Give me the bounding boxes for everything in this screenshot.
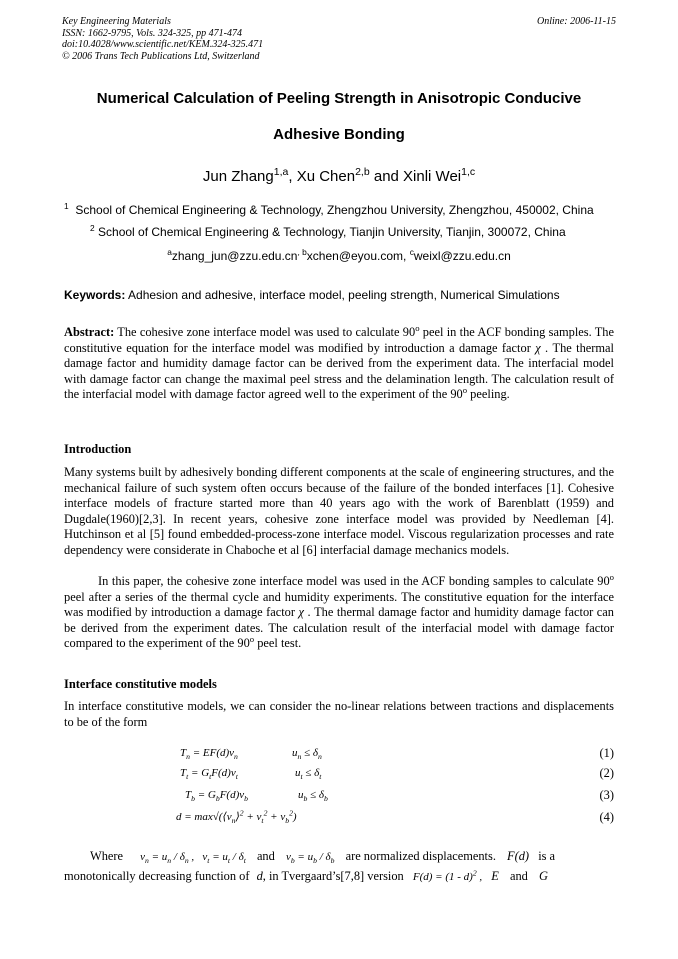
author-list bbox=[64, 168, 614, 185]
doi-line: doi:10.4028/www.scientific.net/KEM.324-325.471 bbox=[62, 39, 264, 50]
online-date: Online: 2006-11-15 bbox=[537, 16, 616, 27]
equation-1-number: (1) bbox=[599, 746, 614, 760]
where-text: and bbox=[509, 869, 528, 883]
where-text: Where bbox=[90, 849, 124, 863]
equation-4: $d = \max√(⟨v_n⟩^2 + v_t^2 + v_b^2)$ bbox=[176, 808, 297, 826]
abstract bbox=[64, 322, 615, 403]
email-sup: a bbox=[167, 247, 172, 257]
author-name: Jun Zhang bbox=[202, 168, 274, 185]
inline-math: G bbox=[538, 869, 548, 883]
inline-math: $v_n = u_n / \delta_n$ , $v_t = u_t / \delta_t$ bbox=[140, 851, 246, 866]
abstract-label: Abstract: bbox=[64, 325, 115, 339]
equation-2-number: (2) bbox=[599, 766, 614, 780]
journal-name: Key Engineering Materials bbox=[62, 16, 171, 27]
degree-sup: o bbox=[462, 385, 468, 396]
keywords-label: Keywords: bbox=[64, 288, 126, 302]
equation-3-number: (3) bbox=[599, 788, 614, 802]
affiliation-number: 2 bbox=[90, 223, 95, 233]
where-text: monotonically decreasing function of bbox=[64, 869, 250, 883]
paragraph-text: In this paper, the cohesive zone interface model was used in the ACF bonding samples to calculate 90 bbox=[98, 574, 610, 588]
equation-2-lhs: $T_t = G_tF(d)v_t$ bbox=[180, 767, 238, 782]
abstract-text: The cohesive zone interface model was used to calculate 90 bbox=[114, 325, 416, 339]
where-line-2 bbox=[64, 869, 548, 884]
section-heading-introduction: Introduction bbox=[64, 442, 132, 456]
email-line bbox=[64, 249, 614, 263]
affiliation-1 bbox=[64, 203, 624, 217]
equation-3-lhs: $T_b = G_bF(d)v_b$ bbox=[185, 789, 248, 804]
abstract-text: peeling. bbox=[467, 387, 510, 402]
email-link[interactable]: weixl@zzu.edu.cn bbox=[413, 249, 511, 263]
where-text: and bbox=[256, 849, 275, 863]
author-sup: 2,b bbox=[355, 166, 370, 178]
introduction-paragraph-2 bbox=[64, 571, 614, 652]
paper-title-line2: Adhesive Bonding bbox=[273, 126, 405, 143]
issn-line: ISSN: 1662-9795, Vols. 324-325, pp 471-474 bbox=[62, 27, 242, 39]
copyright-line: © 2006 Trans Tech Publications Ltd, Switzerland bbox=[62, 50, 260, 62]
abstract-text: peel in the ACF bonding samples. The constitutive equation for the interface model was modified by introduction a damage factor bbox=[64, 325, 615, 355]
abstract-text: . The thermal damage factor and humidity damage factor can be derived from the experiment data. The interfacial model with damage factor can change the maximal peel stress and the delamination length. The calculation result of the interfacial model with damage factor agreed well to the experiment of the 90 bbox=[64, 340, 615, 402]
affiliation-2 bbox=[90, 225, 610, 239]
degree-sup: o bbox=[249, 634, 255, 645]
where-text: is a bbox=[538, 849, 556, 863]
inline-math: E bbox=[491, 869, 499, 883]
equation-2-condition: $u_t \le \delta_t$ bbox=[295, 767, 322, 782]
degree-sup: o bbox=[415, 322, 420, 333]
affiliation-number: 1 bbox=[64, 201, 69, 211]
paragraph-text: . The thermal damage factor and humidity damage factor can be derived from the experiment dates. The calculation result of the interfacial model with damage factor compared to the experiment of the 90 bbox=[64, 605, 614, 651]
degree-sup: o bbox=[609, 571, 614, 582]
where-text: , in Tvergaard’s[7,8] version bbox=[262, 869, 404, 883]
email-sup: c bbox=[409, 247, 414, 257]
where-line-1 bbox=[90, 849, 555, 864]
author-sup: 1,a bbox=[273, 166, 289, 178]
author-name: , Xu Chen bbox=[288, 168, 356, 185]
keywords-text: Adhesion and adhesive, interface model, peeling strength, Numerical Simulations bbox=[125, 288, 560, 302]
email-sup: , b bbox=[297, 247, 307, 257]
email-link[interactable]: xchen@eyou.com, bbox=[306, 249, 410, 263]
equation-4-number: (4) bbox=[599, 810, 614, 824]
paragraph-text: peel test. bbox=[254, 636, 302, 651]
equation-1-lhs: $T_n = EF(d)v_n$ bbox=[180, 747, 238, 762]
email-link[interactable]: zhang_jun@zzu.edu.cn bbox=[171, 249, 298, 263]
equation-3-condition: $u_b \le \delta_b$ bbox=[298, 789, 328, 804]
inline-math: F(d) = (1 - d)$^2$ , bbox=[412, 868, 483, 883]
constitutive-paragraph: In interface constitutive models, we can consider the no-linear relations between tractions and displacements to be of the form bbox=[64, 699, 614, 729]
inline-math: d bbox=[256, 869, 263, 883]
journal-header bbox=[62, 16, 263, 62]
where-text: are normalized displacements. bbox=[345, 849, 496, 863]
author-sup: 1,c bbox=[461, 166, 476, 178]
chi-symbol: χ bbox=[298, 605, 304, 620]
affiliation-text: School of Chemical Engineering & Technology, Tianjin University, Tianjin, 300072, China bbox=[98, 225, 566, 239]
paragraph-text: peel after a series of the thermal cycle and humidity experiments. The constitutive equation for the interface was modified by introduction a damage factor bbox=[64, 589, 614, 620]
inline-math: F(d) bbox=[507, 849, 530, 863]
chi-symbol: χ bbox=[535, 340, 541, 355]
introduction-paragraph-1: Many systems built by adhesively bonding different components at the scale of engineering structures, and the mechanical failure of such system often occurs because of the failure of the bonded interfaces [1]. Cohesive interface models of fracture started more than 40 years ago with the work of Barenblatt (1959) and Dugdale(1960)[2,3]. In recent years, cohesive zone interface model was provided by Needleman [4]. Hutchinson et al [5] found embedded-process-zone interface model. Viscous regularization processes and rate dependency were considerate in Chaboche et al [6] interfacial damage mechanics models. bbox=[64, 465, 614, 557]
author-name: and Xinli Wei bbox=[369, 168, 462, 185]
paper-title-line1: Numerical Calculation of Peeling Strength in Anisotropic Conducive bbox=[96, 90, 582, 107]
section-heading-constitutive: Interface constitutive models bbox=[64, 677, 217, 691]
inline-math: $v_b = u_b / \delta_b$ bbox=[285, 851, 335, 866]
equation-1-condition: $u_n \le \delta_n$ bbox=[292, 747, 322, 762]
affiliation-text: School of Chemical Engineering & Technology, Zhengzhou University, Zhengzhou, 450002, China bbox=[75, 203, 594, 217]
keywords bbox=[64, 288, 624, 302]
